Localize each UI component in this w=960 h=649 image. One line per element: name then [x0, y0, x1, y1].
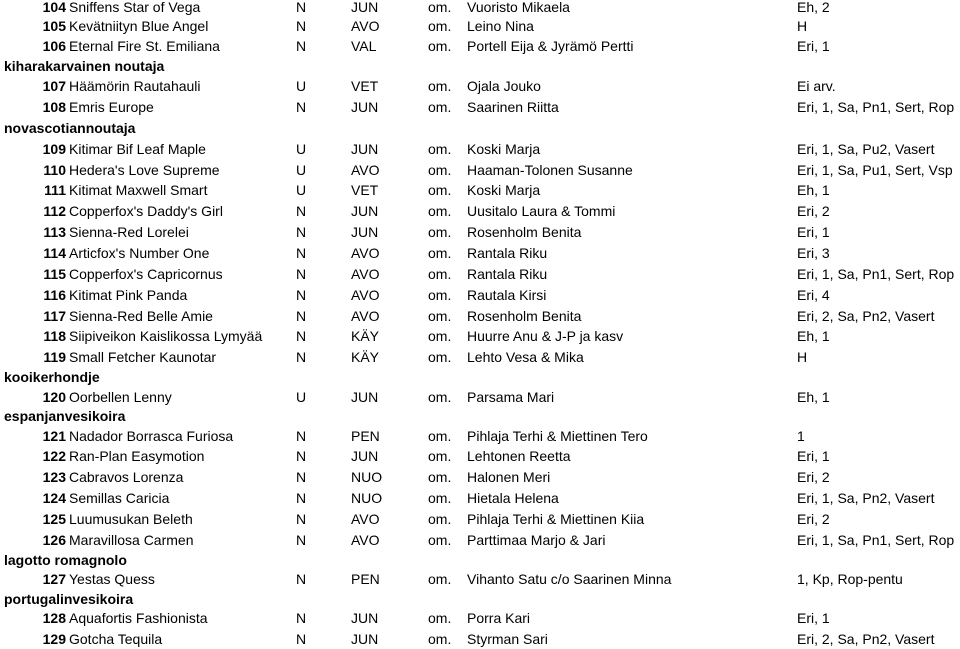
sex-code: N — [296, 511, 307, 527]
entry-number: 124 — [42, 490, 66, 506]
dog-name: Kitimat Pink Panda — [69, 287, 188, 303]
class-code: KÄY — [351, 328, 380, 344]
result: Eri, 1 — [797, 38, 830, 54]
result: Eri, 2 — [797, 469, 830, 485]
sex-code: N — [296, 245, 307, 261]
entry-number: 111 — [44, 182, 66, 198]
owner-name: Halonen Meri — [467, 469, 551, 485]
owner-name: Portell Eija & Jyrämö Pertti — [467, 38, 634, 54]
result: H — [797, 18, 808, 34]
dog-name: Articfox's Number One — [69, 245, 210, 261]
sex-code: N — [296, 203, 307, 219]
entry-number: 113 — [43, 224, 66, 240]
dog-name: Häämörin Rautahauli — [69, 78, 201, 94]
owner-name: Rantala Riku — [467, 266, 548, 282]
owner-prefix: om. — [428, 511, 452, 527]
result: Eri, 3 — [797, 245, 830, 261]
dog-name: Hedera's Love Supreme — [69, 162, 220, 178]
class-code: AVO — [351, 162, 380, 178]
sex-code: N — [296, 349, 307, 365]
owner-prefix: om. — [428, 328, 452, 344]
sex-code: N — [296, 448, 307, 464]
entry-number: 116 — [43, 287, 66, 303]
sex-code: U — [296, 182, 307, 198]
entry-number: 115 — [43, 266, 66, 282]
result: Eri, 2, Sa, Pn2, Vasert — [797, 631, 935, 647]
sex-code: N — [296, 610, 307, 626]
owner-name: Ojala Jouko — [467, 78, 541, 94]
owner-name: Pihlaja Terhi & Miettinen Tero — [467, 428, 648, 444]
dog-name: Sniffens Star of Vega — [69, 0, 201, 15]
class-code: JUN — [351, 141, 379, 157]
dog-name: Kitimar Bif Leaf Maple — [69, 141, 206, 157]
sex-code: N — [296, 469, 307, 485]
owner-name: Hietala Helena — [467, 490, 559, 506]
breed-heading: portugalinvesikoira — [4, 591, 134, 607]
class-code: PEN — [351, 571, 380, 587]
owner-prefix: om. — [428, 428, 452, 444]
result: Eri, 2 — [797, 511, 830, 527]
owner-name: Huurre Anu & J-P ja kasv — [467, 328, 624, 344]
sex-code: N — [296, 0, 307, 15]
owner-name: Koski Marja — [467, 141, 541, 157]
owner-prefix: om. — [428, 448, 452, 464]
dog-name: Semillas Caricia — [69, 490, 170, 506]
owner-name: Vihanto Satu c/o Saarinen Minna — [467, 571, 672, 587]
class-code: AVO — [351, 18, 380, 34]
entry-number: 127 — [42, 571, 66, 587]
result: Eh, 2 — [797, 0, 830, 15]
entry-number: 126 — [42, 532, 66, 548]
entry-number: 128 — [42, 610, 66, 626]
dog-name: Copperfox's Daddy's Girl — [69, 203, 223, 219]
sex-code: N — [296, 38, 307, 54]
result: Eri, 1, Sa, Pu2, Vasert — [797, 141, 935, 157]
dog-name: Sienna-Red Belle Amie — [69, 308, 213, 324]
result: Eri, 1 — [797, 610, 830, 626]
entry-number: 108 — [42, 99, 66, 115]
entry-number: 120 — [42, 389, 66, 405]
dog-name: Aquafortis Fashionista — [69, 610, 208, 626]
class-code: PEN — [351, 428, 380, 444]
dog-name: Copperfox's Capricornus — [69, 266, 223, 282]
class-code: NUO — [351, 469, 383, 485]
owner-prefix: om. — [428, 0, 452, 15]
owner-name: Leino Nina — [467, 18, 534, 34]
result: Eri, 1 — [797, 224, 830, 240]
owner-prefix: om. — [428, 571, 452, 587]
entry-number: 110 — [43, 162, 66, 178]
owner-name: Pihlaja Terhi & Miettinen Kiia — [467, 511, 645, 527]
owner-name: Koski Marja — [467, 182, 541, 198]
result: Eri, 1, Sa, Pn2, Vasert — [797, 490, 935, 506]
entry-number: 129 — [42, 631, 66, 647]
sex-code: U — [296, 389, 307, 405]
class-code: VET — [351, 182, 379, 198]
sex-code: N — [296, 224, 307, 240]
dog-name: Emris Europe — [69, 99, 154, 115]
result: Eri, 1, Sa, Pn1, Sert, Rop — [797, 99, 955, 115]
owner-prefix: om. — [428, 141, 452, 157]
owner-prefix: om. — [428, 631, 452, 647]
owner-prefix: om. — [428, 490, 452, 506]
class-code: AVO — [351, 287, 380, 303]
owner-name: Haaman-Tolonen Susanne — [467, 162, 633, 178]
owner-name: Vuoristo Mikaela — [467, 0, 570, 15]
owner-prefix: om. — [428, 389, 452, 405]
owner-prefix: om. — [428, 224, 452, 240]
result: 1, Kp, Rop-pentu — [797, 571, 903, 587]
entry-number: 125 — [42, 511, 66, 527]
result: 1 — [797, 428, 805, 444]
entry-number: 122 — [42, 448, 66, 464]
dog-name: Luumusukan Beleth — [69, 511, 193, 527]
class-code: JUN — [351, 0, 379, 15]
class-code: JUN — [351, 389, 379, 405]
class-code: AVO — [351, 266, 380, 282]
entry-number: 112 — [43, 203, 66, 219]
entry-number: 104 — [42, 0, 66, 15]
dog-name: Oorbellen Lenny — [69, 389, 172, 405]
entry-number: 121 — [42, 428, 66, 444]
owner-prefix: om. — [428, 162, 452, 178]
breed-heading: lagotto romagnolo — [4, 552, 127, 568]
class-code: KÄY — [351, 349, 380, 365]
owner-prefix: om. — [428, 245, 452, 261]
dog-name: Yestas Quess — [69, 571, 155, 587]
result: H — [797, 349, 808, 365]
owner-prefix: om. — [428, 469, 452, 485]
dog-name: Kitimat Maxwell Smart — [69, 182, 208, 198]
sex-code: U — [296, 78, 307, 94]
owner-name: Rautala Kirsi — [467, 287, 547, 303]
sex-code: U — [296, 162, 307, 178]
class-code: NUO — [351, 490, 383, 506]
breed-heading: novascotiannoutaja — [4, 120, 136, 136]
owner-prefix: om. — [428, 99, 452, 115]
class-code: AVO — [351, 511, 380, 527]
entry-number: 117 — [43, 308, 66, 324]
dog-name: Ran-Plan Easymotion — [69, 448, 205, 464]
class-code: AVO — [351, 308, 380, 324]
dog-name: Nadador Borrasca Furiosa — [69, 428, 234, 444]
class-code: JUN — [351, 203, 379, 219]
result: Eh, 1 — [797, 328, 830, 344]
owner-prefix: om. — [428, 308, 452, 324]
breed-heading: espanjanvesikoira — [4, 408, 126, 424]
owner-name: Parttimaa Marjo & Jari — [467, 532, 606, 548]
result: Eri, 2, Sa, Pn2, Vasert — [797, 308, 935, 324]
owner-prefix: om. — [428, 38, 452, 54]
owner-prefix: om. — [428, 532, 452, 548]
breed-heading: kooikerhondje — [4, 369, 100, 385]
entry-number: 114 — [43, 245, 66, 261]
result: Ei arv. — [797, 78, 836, 94]
sex-code: N — [296, 99, 307, 115]
class-code: VAL — [351, 38, 377, 54]
owner-name: Lehto Vesa & Mika — [467, 349, 584, 365]
class-code: JUN — [351, 448, 379, 464]
result: Eri, 1, Sa, Pn1, Sert, Rop — [797, 266, 955, 282]
dog-name: Gotcha Tequila — [69, 631, 163, 647]
owner-prefix: om. — [428, 203, 452, 219]
owner-prefix: om. — [428, 349, 452, 365]
sex-code: N — [296, 490, 307, 506]
owner-prefix: om. — [428, 182, 452, 198]
class-code: JUN — [351, 99, 379, 115]
dog-name: Cabravos Lorenza — [69, 469, 184, 485]
entry-number: 118 — [43, 328, 66, 344]
owner-name: Rantala Riku — [467, 245, 548, 261]
entry-number: 109 — [42, 141, 66, 157]
owner-name: Parsama Mari — [467, 389, 555, 405]
entry-number: 119 — [43, 349, 66, 365]
entry-number: 106 — [42, 38, 66, 54]
sex-code: U — [296, 141, 307, 157]
breed-heading: kiharakarvainen noutaja — [4, 58, 165, 74]
entry-number: 105 — [42, 18, 66, 34]
owner-name: Rosenholm Benita — [467, 224, 582, 240]
dog-name: Maravillosa Carmen — [69, 532, 194, 548]
result: Eh, 1 — [797, 182, 830, 198]
dog-name: Siipiveikon Kaislikossa Lymyää — [69, 328, 263, 344]
class-code: JUN — [351, 610, 379, 626]
result: Eh, 1 — [797, 389, 830, 405]
result: Eri, 1, Sa, Pn1, Sert, Rop — [797, 532, 955, 548]
owner-name: Lehtonen Reetta — [467, 448, 571, 464]
owner-prefix: om. — [428, 78, 452, 94]
result: Eri, 1, Sa, Pu1, Sert, Vsp — [797, 162, 953, 178]
result: Eri, 4 — [797, 287, 830, 303]
owner-prefix: om. — [428, 287, 452, 303]
sex-code: N — [296, 287, 307, 303]
sex-code: N — [296, 328, 307, 344]
owner-name: Saarinen Riitta — [467, 99, 559, 115]
entry-number: 123 — [42, 469, 66, 485]
owner-prefix: om. — [428, 610, 452, 626]
result: Eri, 2 — [797, 203, 830, 219]
class-code: AVO — [351, 532, 380, 548]
sex-code: N — [296, 571, 307, 587]
sex-code: N — [296, 631, 307, 647]
sex-code: N — [296, 308, 307, 324]
dog-name: Small Fetcher Kaunotar — [69, 349, 217, 365]
class-code: JUN — [351, 224, 379, 240]
class-code: JUN — [351, 631, 379, 647]
sex-code: N — [296, 266, 307, 282]
owner-name: Rosenholm Benita — [467, 308, 582, 324]
sex-code: N — [296, 18, 307, 34]
dog-name: Eternal Fire St. Emiliana — [69, 38, 220, 54]
owner-name: Uusitalo Laura & Tommi — [467, 203, 616, 219]
dog-name: Kevätniityn Blue Angel — [69, 18, 209, 34]
dog-name: Sienna-Red Lorelei — [69, 224, 189, 240]
result: Eri, 1 — [797, 448, 830, 464]
entry-number: 107 — [42, 78, 66, 94]
sex-code: N — [296, 532, 307, 548]
class-code: VET — [351, 78, 379, 94]
sex-code: N — [296, 428, 307, 444]
owner-prefix: om. — [428, 18, 452, 34]
owner-prefix: om. — [428, 266, 452, 282]
owner-name: Styrman Sari — [467, 631, 548, 647]
class-code: AVO — [351, 245, 380, 261]
owner-name: Porra Kari — [467, 610, 531, 626]
